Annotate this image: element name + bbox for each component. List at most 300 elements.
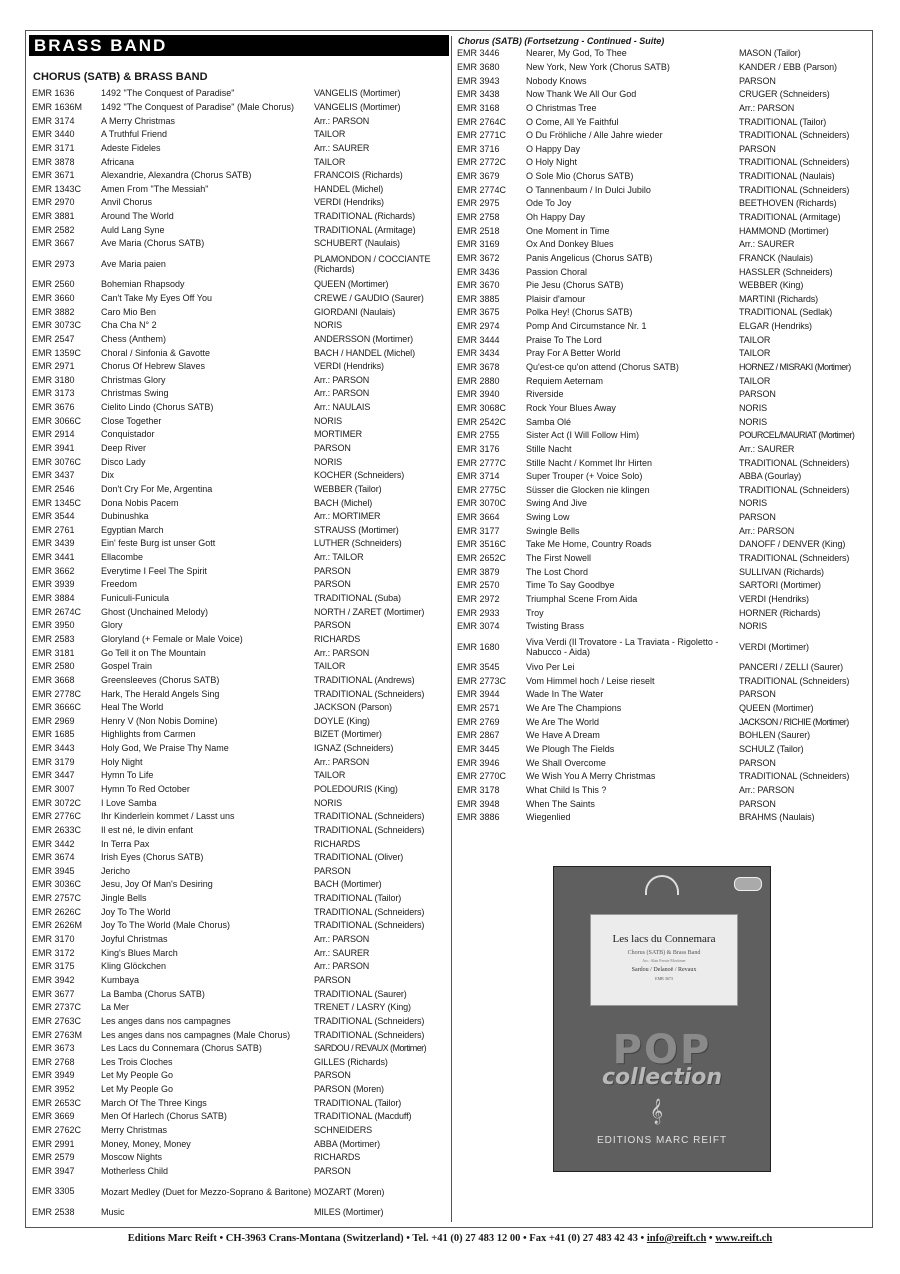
catalog-row	[457, 61, 875, 75]
composer-name: TAILOR	[314, 157, 346, 167]
catalog-row	[32, 987, 450, 1001]
catalog-code: EMR 2547	[32, 334, 75, 344]
song-title: Jesu, Joy Of Man's Desiring	[101, 880, 213, 890]
catalog-code: EMR 3068C	[457, 403, 507, 413]
composer-name: JACKSON / RICHIE (Mortimer)	[739, 717, 849, 727]
catalog-code: EMR 3885	[457, 294, 500, 304]
catalog-row	[457, 606, 875, 620]
catalog-row	[32, 401, 450, 415]
song-title: Merry Christmas	[101, 1126, 168, 1136]
composer-name: SCHUBERT (Naulais)	[314, 239, 400, 249]
catalog-code: EMR 3664	[457, 513, 500, 523]
composer-name: Arr.: SAURER	[739, 444, 795, 454]
catalog-row	[32, 414, 450, 428]
composer-name: NORIS	[739, 499, 768, 509]
composer-name: FRANCOIS (Richards)	[314, 171, 403, 181]
composer-name: POURCEL/MAURIAT (Mortimer)	[739, 431, 855, 441]
catalog-row	[32, 319, 450, 333]
catalog-row	[457, 238, 875, 252]
composer-name: STRAUSS (Mortimer)	[314, 525, 399, 535]
song-title: Viva Verdi (Il Trovatore - La Traviata - Rigoletto - Nabucco - Aida)	[526, 637, 719, 658]
catalog-code: EMR 3439	[32, 539, 75, 549]
composer-name: NORIS	[739, 622, 768, 632]
song-title: Wade In The Water	[526, 690, 604, 700]
composer-name: NORIS	[739, 403, 768, 413]
composer-name: Arr.: SAURER	[314, 143, 370, 153]
publisher-logo-icon	[645, 875, 679, 895]
composer-name: HAMMOND (Mortimer)	[739, 226, 829, 236]
catalog-row	[32, 1178, 450, 1205]
composer-name: Arr.: PARSON	[314, 935, 370, 945]
composer-name: VANGELIS (Mortimer)	[314, 102, 401, 112]
song-title: O Sole Mio (Chorus SATB)	[526, 172, 634, 182]
composer-name: DANOFF / DENVER (King)	[739, 540, 846, 550]
catalog-row	[457, 47, 875, 61]
composer-name: PANCERI / ZELLI (Saurer)	[739, 663, 843, 673]
composer-name: TAILOR	[314, 662, 346, 672]
catalog-row	[32, 251, 450, 278]
composer-name: TRADITIONAL (Saurer)	[314, 989, 407, 999]
composer-name: MASON (Tailor)	[739, 49, 801, 59]
song-title: Chess (Anthem)	[101, 334, 167, 344]
composer-name: PARSON (Moren)	[314, 1085, 384, 1095]
catalog-row	[457, 115, 875, 129]
composer-name: TRADITIONAL (Armitage)	[739, 213, 841, 222]
catalog-row	[457, 634, 875, 661]
song-title: Greensleeves (Chorus SATB)	[101, 675, 220, 685]
composer-name: CREWE / GAUDIO (Saurer)	[314, 293, 424, 303]
cover-brand: EDITIONS MARC REIFT	[596, 1135, 728, 1146]
catalog-row	[32, 783, 450, 797]
catalog-code: EMR 3176	[457, 444, 500, 454]
song-title: Hymn To Red October	[101, 785, 190, 794]
composer-name: TRADITIONAL (Schneiders)	[314, 1030, 425, 1040]
catalog-code: EMR 2772C	[457, 158, 507, 168]
catalog-row	[32, 796, 450, 810]
song-title: Pomp And Circumstance Nr. 1	[526, 322, 647, 332]
composer-name: PARSON	[314, 975, 351, 985]
song-title: Panis Angelicus (Chorus SATB)	[526, 253, 653, 263]
song-title: Les anges dans nos campagnes (Male Chorus)	[101, 1030, 291, 1040]
composer-name: VERDI (Hendriks)	[314, 198, 384, 208]
song-title: Disco Lady	[101, 457, 146, 467]
catalog-code: EMR 3066C	[32, 416, 82, 426]
song-title: Wiegenlied	[526, 813, 571, 823]
composer-name: PARSON	[314, 1166, 351, 1176]
song-title: Dix	[101, 471, 114, 481]
song-title: Samba Olé	[526, 417, 572, 427]
footer	[0, 1233, 900, 1244]
catalog-row	[457, 388, 875, 402]
footer-contact: Editions Marc Reift • CH-3963 Crans-Montana (Switzerland) • Tel. +41 (0) 27 483 12 00 • Fax +41 (0) 27 483 42 43 •	[127, 1233, 647, 1244]
composer-name: MILES (Mortimer)	[314, 1207, 384, 1217]
catalog-row	[457, 347, 875, 361]
song-title: Music	[101, 1207, 125, 1217]
catalog-row	[32, 510, 450, 524]
composer-name: Arr.: PARSON	[314, 389, 370, 399]
catalog-code: EMR 1345C	[32, 498, 82, 508]
composer-name: PARSON	[739, 690, 776, 700]
composer-name: PARSON	[314, 866, 351, 876]
composer-name: TRADITIONAL (Schneiders)	[314, 825, 425, 835]
catalog-code: EMR 3948	[457, 799, 500, 809]
song-title: Jericho	[101, 866, 131, 876]
catalog-row	[457, 784, 875, 798]
catalog-code: EMR 3073C	[32, 321, 82, 331]
catalog-code: EMR 3007	[32, 785, 75, 794]
catalog-row	[457, 402, 875, 416]
composer-name: TRADITIONAL (Andrews)	[314, 675, 415, 685]
composer-name: ANDERSSON (Mortimer)	[314, 334, 414, 344]
catalog-row	[32, 578, 450, 592]
composer-name: Arr.: SAURER	[739, 240, 795, 250]
catalog-code: EMR 3180	[32, 375, 75, 385]
composer-name: BIZET (Mortimer)	[314, 730, 382, 740]
composer-name: TRADITIONAL (Schneiders)	[739, 772, 850, 782]
composer-name: RICHARDS	[314, 839, 361, 849]
catalog-code: EMR 2757C	[32, 894, 82, 904]
catalog-row	[32, 1110, 450, 1124]
catalog-row	[32, 946, 450, 960]
right-section-heading: Chorus (SATB) (Fortsetzung - Continued - Suite)	[458, 36, 665, 46]
catalog-code: EMR 1685	[32, 730, 75, 740]
catalog-code: EMR 3941	[32, 443, 75, 453]
catalog-code: EMR 3175	[32, 962, 75, 972]
song-title: Bohemian Rhapsody	[101, 280, 185, 290]
catalog-code: EMR 3447	[32, 771, 75, 781]
composer-name: POLEDOURIS (King)	[314, 785, 398, 794]
catalog-row	[32, 346, 450, 360]
catalog-row	[32, 1124, 450, 1138]
song-title: Ox And Donkey Blues	[526, 240, 614, 250]
catalog-row	[457, 293, 875, 307]
catalog-row	[32, 865, 450, 879]
song-title: O Du Fröhliche / Alle Jahre wieder	[526, 131, 663, 141]
composer-name: Arr.: PARSON	[314, 375, 370, 385]
song-title: Passion Choral	[526, 267, 588, 277]
catalog-row	[32, 114, 450, 128]
catalog-code: EMR 3884	[32, 594, 75, 604]
composer-name: Arr.: PARSON	[739, 785, 795, 795]
catalog-code: EMR 2542C	[457, 417, 507, 427]
catalog-row	[32, 237, 450, 251]
catalog-row	[32, 878, 450, 892]
catalog-row	[457, 374, 875, 388]
catalog-code: EMR 3670	[457, 281, 500, 291]
song-title: O Christmas Tree	[526, 103, 597, 113]
footer-email-link[interactable]: info@reift.ch	[646, 1233, 707, 1244]
composer-name: BRAHMS (Naulais)	[739, 813, 815, 823]
song-title: 1492 "The Conquest of Paradise" (Male Chorus)	[101, 102, 294, 112]
catalog-row	[32, 1001, 450, 1015]
song-title: Chorus Of Hebrew Slaves	[101, 362, 206, 372]
catalog-row	[32, 974, 450, 988]
catalog-code: EMR 3878	[32, 157, 75, 167]
catalog-row	[457, 484, 875, 498]
right-catalog-list	[457, 47, 875, 825]
composer-name: TAILOR	[314, 130, 346, 140]
composer-name: MARTINI (Richards)	[739, 294, 819, 304]
composer-name: HASSLER (Schneiders)	[739, 267, 833, 277]
song-title: Irish Eyes (Chorus SATB)	[101, 853, 204, 863]
catalog-row	[457, 620, 875, 634]
composer-name: TRADITIONAL (Oliver)	[314, 853, 404, 863]
song-title: Don't Cry For Me, Argentina	[101, 484, 213, 494]
song-title: In Terra Pax	[101, 839, 150, 849]
catalog-row	[32, 660, 450, 674]
catalog-code: EMR 3437	[32, 471, 75, 481]
catalog-row	[32, 1137, 450, 1151]
catalog-row	[32, 455, 450, 469]
song-title: The First Nowell	[526, 554, 592, 564]
composer-name: PARSON	[739, 758, 776, 768]
composer-name: PARSON	[739, 76, 776, 86]
composer-name: BACH (Michel)	[314, 498, 373, 508]
catalog-row	[32, 919, 450, 933]
catalog-code: EMR 2546	[32, 484, 75, 494]
catalog-code: EMR 3178	[457, 785, 500, 795]
catalog-row	[32, 524, 450, 538]
catalog-row	[457, 770, 875, 784]
catalog-row	[32, 387, 450, 401]
song-title: Conquistador	[101, 430, 155, 440]
catalog-row	[32, 824, 450, 838]
catalog-row	[32, 101, 450, 115]
song-title: Motherless Child	[101, 1166, 169, 1176]
song-title: Plaisir d'amour	[526, 294, 586, 304]
song-title: Triumphal Scene From Aida	[526, 594, 638, 604]
catalog-code: EMR 3886	[457, 813, 500, 823]
catalog-code: EMR 2914	[32, 430, 75, 440]
catalog-row	[457, 129, 875, 143]
song-title: Can't Take My Eyes Off You	[101, 293, 212, 303]
catalog-code: EMR 3442	[32, 839, 75, 849]
catalog-code: EMR 3714	[457, 472, 500, 482]
composer-name: ABBA (Mortimer)	[314, 1139, 381, 1149]
catalog-code: EMR 3680	[457, 62, 500, 72]
catalog-code: EMR 3305	[32, 1187, 75, 1197]
song-title: Christmas Swing	[101, 389, 169, 399]
catalog-code: EMR 3660	[32, 293, 75, 303]
catalog-row	[32, 292, 450, 306]
catalog-code: EMR 1636M	[32, 102, 83, 112]
catalog-row	[457, 156, 875, 170]
composer-name: SARTORI (Mortimer)	[739, 581, 821, 591]
catalog-row	[32, 537, 450, 551]
composer-name: VERDI (Hendriks)	[739, 594, 809, 604]
catalog-code: EMR 1359C	[32, 348, 82, 358]
catalog-row	[32, 674, 450, 688]
composer-name: ELGAR (Hendriks)	[739, 322, 812, 332]
catalog-row	[32, 360, 450, 374]
song-title: Egyptian March	[101, 525, 164, 535]
song-title: Swing Low	[526, 513, 570, 523]
song-title: Riverside	[526, 390, 564, 400]
composer-name: TRADITIONAL (Tailor)	[739, 117, 827, 127]
catalog-row	[32, 605, 450, 619]
song-title: We Plough The Fields	[526, 745, 615, 754]
catalog-row	[457, 688, 875, 702]
song-title: Swingle Bells	[526, 526, 580, 536]
composer-name: NORIS	[314, 457, 343, 467]
catalog-code: EMR 3445	[457, 745, 500, 754]
song-title: Choral / Sinfonia & Gavotte	[101, 348, 211, 358]
composer-name: Arr.: PARSON	[314, 757, 370, 767]
song-title: Close Together	[101, 416, 162, 426]
song-title: Il est né, le divin enfant	[101, 825, 194, 835]
composer-name: TRADITIONAL (Richards)	[314, 212, 415, 222]
catalog-code: EMR 3076C	[32, 457, 82, 467]
catalog-code: EMR 3671	[32, 171, 75, 181]
footer-website-link[interactable]: www.reift.ch	[715, 1233, 773, 1244]
catalog-row	[457, 497, 875, 511]
catalog-code: EMR 2518	[457, 226, 500, 236]
catalog-code: EMR 2626M	[32, 921, 83, 931]
song-title: Mozart Medley (Duet for Mezzo-Soprano & Baritone)	[101, 1186, 312, 1197]
song-title: Süsser die Glocken nie klingen	[526, 485, 650, 495]
song-title: Twisting Brass	[526, 622, 585, 632]
catalog-row	[32, 87, 450, 101]
catalog-code: EMR 2776C	[32, 812, 82, 822]
catalog-code: EMR 2763C	[32, 1016, 82, 1026]
catalog-code: EMR 3882	[32, 307, 75, 317]
catalog-row	[32, 728, 450, 742]
catalog-code: EMR 3672	[457, 253, 500, 263]
composer-name: TRADITIONAL (Schneiders)	[739, 131, 850, 141]
catalog-row	[457, 470, 875, 484]
song-title: Joy To The World	[101, 907, 171, 917]
song-title: Adeste Fideles	[101, 143, 161, 153]
catalog-code: EMR 3881	[32, 212, 75, 222]
catalog-row	[32, 1206, 450, 1220]
composer-name: Arr.: PARSON	[314, 116, 370, 126]
song-title: Now Thank We All Our God	[526, 90, 637, 100]
song-title: Moscow Nights	[101, 1153, 163, 1163]
catalog-code: EMR 3181	[32, 648, 75, 658]
catalog-code: EMR 3667	[32, 239, 75, 249]
composer-name: SULLIVAN (Richards)	[739, 567, 824, 577]
song-title: Swing And Jive	[526, 499, 588, 509]
catalog-row	[32, 469, 450, 483]
song-title: Kling Glöckchen	[101, 962, 167, 972]
catalog-code: EMR 3441	[32, 553, 75, 563]
song-title: March Of The Three Kings	[101, 1098, 207, 1108]
composer-name: PARSON	[314, 1071, 351, 1081]
cover-badge-icon	[734, 877, 762, 891]
composer-name: PARSON	[739, 799, 776, 809]
catalog-row	[457, 661, 875, 675]
catalog-row	[457, 511, 875, 525]
catalog-code: EMR 1680	[457, 642, 500, 652]
song-title: Ode To Joy	[526, 199, 572, 209]
catalog-row	[457, 743, 875, 757]
composer-name: NORTH / ZARET (Mortimer)	[314, 607, 425, 617]
catalog-row	[457, 811, 875, 825]
catalog-code: EMR 2580	[32, 662, 75, 672]
banner-title: BRASS BAND	[29, 35, 449, 56]
song-title: A Truthful Friend	[101, 130, 168, 140]
catalog-row	[457, 579, 875, 593]
song-title: We Are The World	[526, 717, 600, 727]
catalog-code: EMR 2582	[32, 225, 75, 235]
composer-name: TAILOR	[739, 349, 771, 359]
composer-name: Arr.: SAURER	[314, 948, 370, 958]
catalog-code: EMR 3434	[457, 349, 500, 359]
catalog-code: EMR 3174	[32, 116, 75, 126]
catalog-row	[32, 1056, 450, 1070]
song-title: Les Trois Cloches	[101, 1057, 173, 1067]
catalog-row	[32, 564, 450, 578]
song-title: Stille Nacht / Kommet Ihr Hirten	[526, 458, 653, 468]
composer-name: SARDOU / REVAUX (Mortimer)	[314, 1044, 427, 1054]
song-title: Joyful Christmas	[101, 935, 168, 945]
catalog-row	[457, 197, 875, 211]
song-title: Ave Maria paien	[101, 259, 166, 270]
catalog-code: EMR 3939	[32, 580, 75, 590]
catalog-code: EMR 2762C	[32, 1126, 82, 1136]
catalog-code: EMR 2652C	[457, 554, 507, 564]
catalog-code: EMR 3947	[32, 1166, 75, 1176]
catalog-row	[32, 1069, 450, 1083]
catalog-row	[32, 305, 450, 319]
cover-catalog: EMR 3673	[655, 976, 673, 981]
song-title: Anvil Chorus	[101, 198, 153, 208]
catalog-code: EMR 2969	[32, 716, 75, 726]
song-title: Ghost (Unchained Melody)	[101, 607, 209, 617]
catalog-row	[457, 252, 875, 266]
composer-name: GIORDANI (Naulais)	[314, 307, 396, 317]
catalog-row	[32, 933, 450, 947]
song-title: Jingle Bells	[101, 894, 147, 904]
catalog-row	[457, 443, 875, 457]
catalog-code: EMR 2770C	[457, 772, 507, 782]
composer-name: TRADITIONAL (Schneiders)	[739, 676, 850, 686]
composer-name: DOYLE (King)	[314, 716, 370, 726]
catalog-code: EMR 3949	[32, 1071, 75, 1081]
catalog-row	[32, 196, 450, 210]
composer-name: KANDER / EBB (Parson)	[739, 62, 837, 72]
song-title: Men Of Harlech (Chorus SATB)	[101, 1112, 227, 1122]
catalog-code: EMR 3443	[32, 744, 75, 754]
composer-name: PARSON	[314, 443, 351, 453]
catalog-code: EMR 3516C	[457, 540, 507, 550]
song-title: Troy	[526, 608, 544, 618]
catalog-code: EMR 2538	[32, 1207, 75, 1217]
song-title: La Bamba (Chorus SATB)	[101, 989, 205, 999]
catalog-row	[457, 797, 875, 811]
song-title: Polka Hey! (Chorus SATB)	[526, 308, 633, 318]
catalog-code: EMR 2970	[32, 198, 75, 208]
catalog-code: EMR 2771C	[457, 131, 507, 141]
catalog-row	[32, 1083, 450, 1097]
song-title: Oh Happy Day	[526, 213, 586, 222]
catalog-code: EMR 3669	[32, 1112, 75, 1122]
catalog-code: EMR 2973	[32, 259, 75, 269]
song-title: Glory	[101, 621, 123, 631]
catalog-code: EMR 2633C	[32, 825, 82, 835]
catalog-code: EMR 2775C	[457, 485, 507, 495]
song-title: Hymn To Life	[101, 771, 154, 781]
song-title: We Shall Overcome	[526, 758, 606, 768]
catalog-row	[457, 183, 875, 197]
catalog-code: EMR 3944	[457, 690, 500, 700]
catalog-code: EMR 3173	[32, 389, 75, 399]
composer-name: TRADITIONAL (Schneiders)	[739, 458, 850, 468]
catalog-code: EMR 3662	[32, 566, 75, 576]
song-title: Holy God, We Praise Thy Name	[101, 744, 229, 754]
composer-name: TRADITIONAL (Schneiders)	[314, 812, 425, 822]
catalog-code: EMR 3677	[32, 989, 75, 999]
